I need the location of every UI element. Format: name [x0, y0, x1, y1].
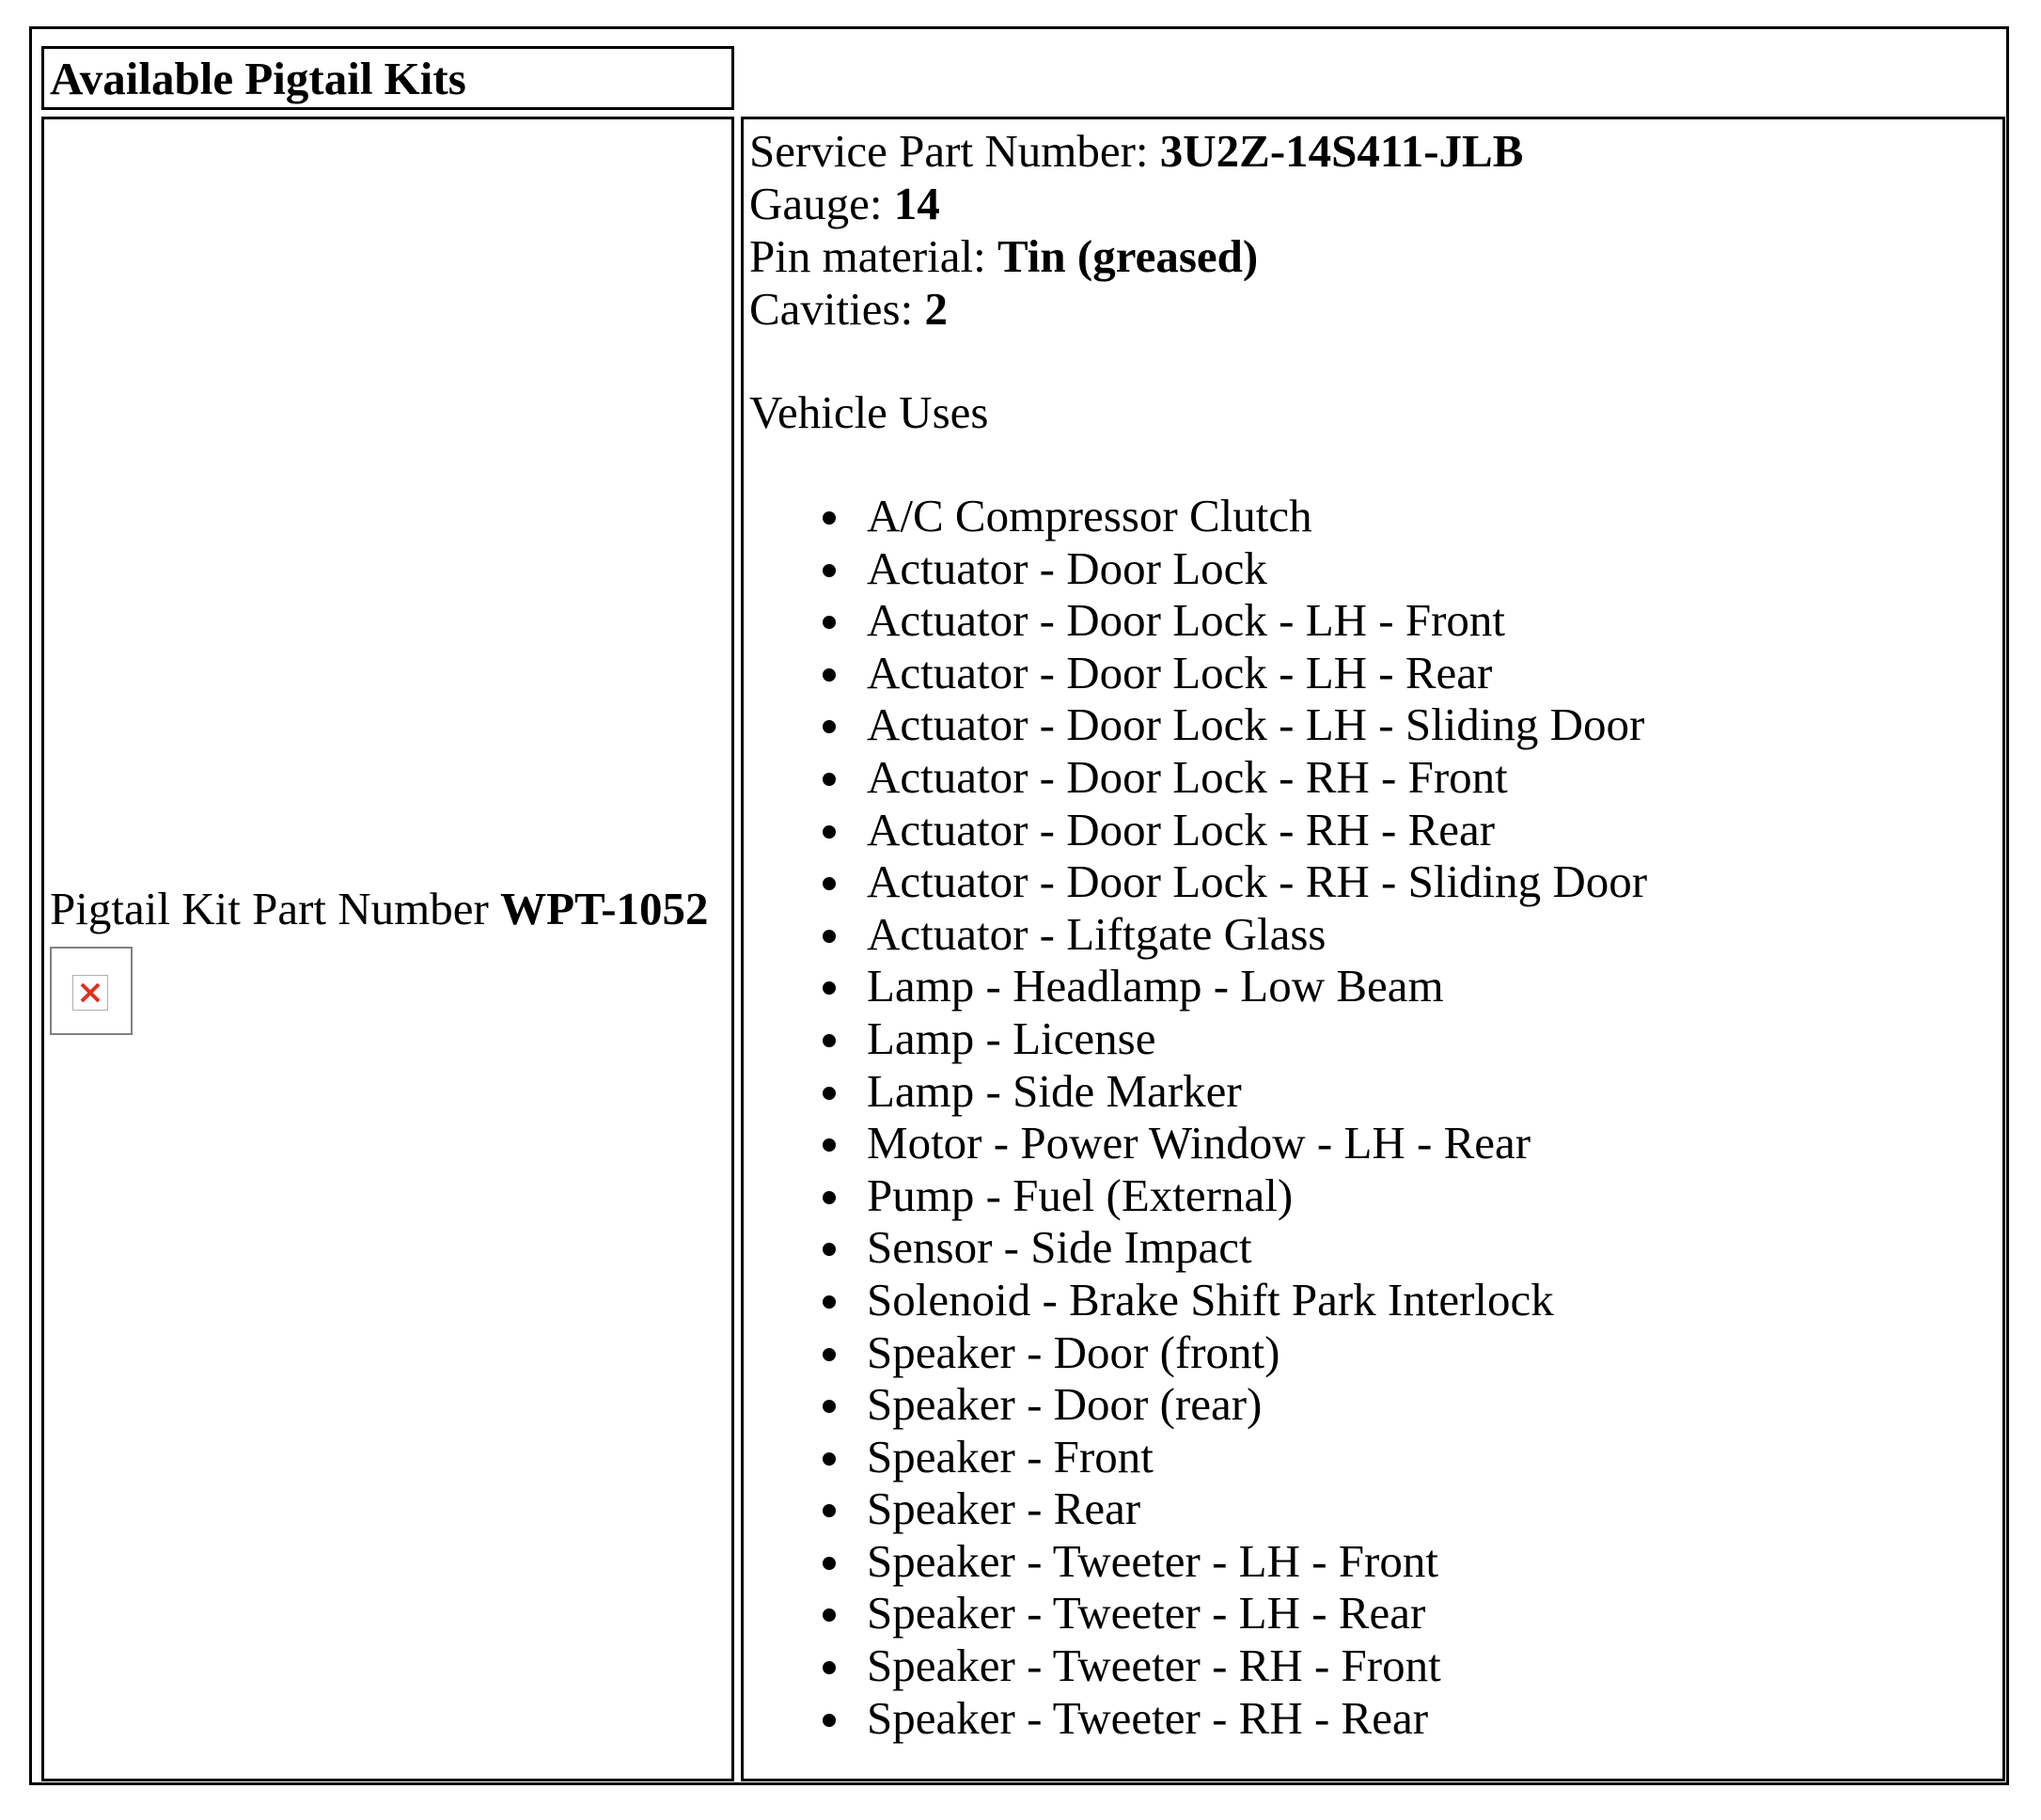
bullet-icon — [823, 1138, 836, 1152]
vehicle-uses-list — [749, 490, 2002, 1744]
list-item: Solenoid - Brake Shift Park Interlock — [823, 1274, 2002, 1326]
kit-info — [50, 883, 709, 1035]
bullet-icon — [823, 1608, 836, 1622]
bullet-icon — [823, 877, 836, 890]
cavities-value: 2 — [924, 283, 948, 335]
pin-material-value: Tin (greased) — [997, 230, 1259, 282]
kit-cell — [41, 117, 734, 1781]
list-item: Actuator - Door Lock — [823, 542, 2002, 595]
list-item: Pump - Fuel (External) — [823, 1169, 2002, 1222]
pigtail-kits-table — [29, 26, 2009, 1785]
bullet-icon — [823, 1295, 836, 1309]
pin-material — [749, 230, 2002, 283]
service-part-label: Service Part Number: — [749, 125, 1160, 177]
gauge — [749, 178, 2002, 230]
bullet-icon — [823, 825, 836, 839]
list-item: Motor - Power Window - LH - Rear — [823, 1117, 2002, 1169]
bullet-icon — [823, 1504, 836, 1517]
bullet-icon — [823, 981, 836, 995]
list-item: Lamp - Side Marker — [823, 1065, 2002, 1118]
kit-part-number-label: Pigtail Kit Part Number — [50, 883, 501, 934]
list-item: Actuator - Door Lock - LH - Rear — [823, 647, 2002, 699]
list-item: Sensor - Side Impact — [823, 1221, 2002, 1274]
bullet-icon — [823, 1452, 836, 1466]
list-item: Actuator - Door Lock - LH - Front — [823, 594, 2002, 647]
list-item: Actuator - Liftgate Glass — [823, 908, 2002, 961]
list-item: Speaker - Tweeter - LH - Front — [823, 1535, 2002, 1588]
bullet-icon — [823, 1348, 836, 1361]
kit-part-number-value: WPT-1052 — [500, 883, 709, 934]
details-cell — [741, 117, 2005, 1781]
bullet-icon — [823, 1191, 836, 1204]
bullet-icon — [823, 1400, 836, 1413]
table-title: Available Pigtail Kits — [50, 53, 466, 104]
bullet-icon — [823, 1087, 836, 1100]
bullet-icon — [823, 930, 836, 943]
list-item: Speaker - Door (rear) — [823, 1378, 2002, 1431]
service-part-value: 3U2Z-14S411-JLB — [1159, 125, 1524, 177]
bullet-icon — [823, 1714, 836, 1727]
list-item: Lamp - License — [823, 1012, 2002, 1065]
bullet-icon — [823, 564, 836, 577]
list-item: Speaker - Tweeter - RH - Rear — [823, 1692, 2002, 1745]
service-part-number — [749, 125, 2002, 178]
pin-material-label: Pin material: — [749, 230, 997, 282]
list-item: Actuator - Door Lock - LH - Sliding Door — [823, 698, 2002, 751]
list-item: Actuator - Door Lock - RH - Sliding Door — [823, 855, 2002, 908]
bullet-icon — [823, 1034, 836, 1047]
list-item: A/C Compressor Clutch — [823, 490, 2002, 542]
bullet-icon — [823, 1243, 836, 1256]
list-item: Speaker - Tweeter - LH - Rear — [823, 1587, 2002, 1640]
bullet-icon — [823, 720, 836, 733]
list-item: Lamp - Headlamp - Low Beam — [823, 960, 2002, 1012]
list-item: Speaker - Door (front) — [823, 1326, 2002, 1379]
vehicle-uses-heading: Vehicle Uses — [749, 386, 989, 438]
bullet-icon — [823, 1661, 836, 1674]
list-item: Speaker - Tweeter - RH - Front — [823, 1640, 2002, 1692]
bullet-icon — [823, 616, 836, 629]
table-header-cell — [41, 46, 734, 110]
gauge-label: Gauge: — [749, 178, 894, 229]
bullet-icon — [823, 668, 836, 682]
list-item: Actuator - Door Lock - RH - Front — [823, 751, 2002, 804]
list-item: Speaker - Front — [823, 1431, 2002, 1483]
bullet-icon — [823, 1557, 836, 1570]
list-item: Speaker - Rear — [823, 1483, 2002, 1535]
broken-image-icon — [72, 975, 108, 1011]
cavities-label: Cavities: — [749, 283, 925, 335]
kit-part-number-line — [50, 883, 709, 935]
list-item: Actuator - Door Lock - RH - Rear — [823, 804, 2002, 856]
kit-image — [50, 947, 133, 1035]
bullet-icon — [823, 773, 836, 786]
cavities — [749, 283, 2002, 336]
gauge-value: 14 — [893, 178, 940, 229]
bullet-icon — [823, 511, 836, 525]
